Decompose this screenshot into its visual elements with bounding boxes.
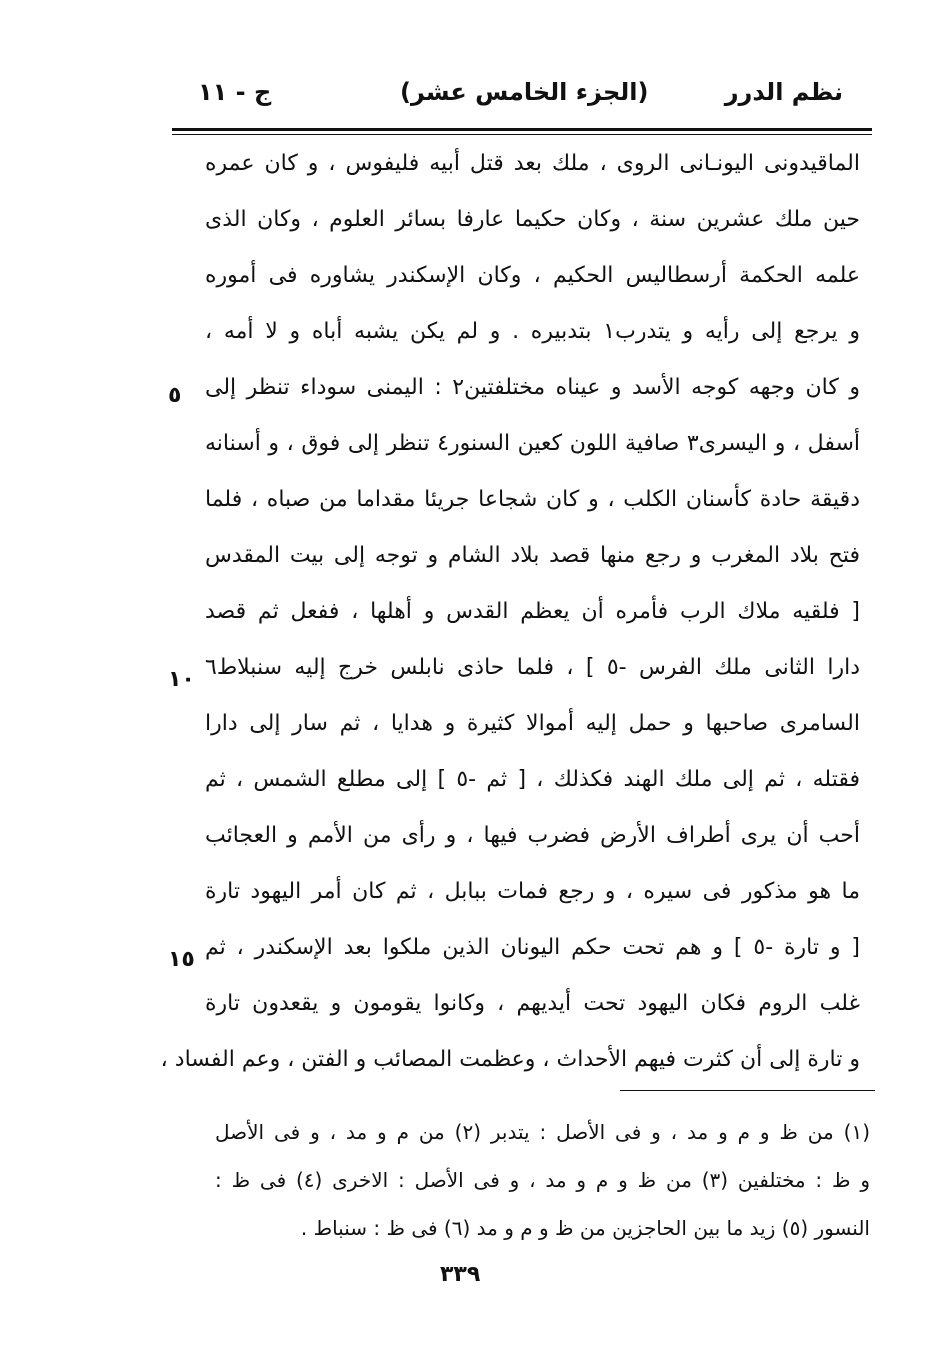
body-line: [ فلقيه ملاك الرب فأمره أن يعظم القدس و أهلها ، ففعل ثم قصد <box>205 599 860 624</box>
body-line: السامرى صاحبها و حمل إليه أموالا كثيرة و هدايا ، ثم سار إلى دارا <box>205 711 860 736</box>
body-line: و تارة إلى أن كثرت فيهم الأحداث ، وعظمت المصائب و الفتن ، وعم الفساد ، <box>160 1047 860 1072</box>
body-line: الماقيدونى اليونـانى الروى ، ملك بعد قتل أبيه فليفوس ، و كان عمره <box>205 151 860 176</box>
body-line: دارا الثانى ملك الفرس -٥ ] ، فلما حاذى نابلس خرج إليه سنبلاط٦ <box>205 655 860 680</box>
header-rule <box>172 128 872 131</box>
footnote-line: (١) من ظ و م و مد ، و فى الأصل : يتدبر (٢) من م و مد ، و فى الأصل <box>215 1120 870 1144</box>
footnote-line: النسور (٥) زيد ما بين الحاجزين من ظ و م و مد (٦) فى ظ : سنباط . <box>300 1216 870 1240</box>
footnote-separator <box>620 1090 875 1091</box>
line-number-5: ٥ <box>168 383 182 408</box>
body-line: فقتله ، ثم إلى ملك الهند فكذلك ، [ ثم -٥ ] إلى مطلع الشمس ، ثم <box>205 767 860 792</box>
body-line: دقيقة حادة كأسنان الكلب ، و كان شجاعا جريئا مقداما من صباه ، فلما <box>205 487 860 512</box>
body-line: فتح بلاد المغرب و رجع منها قصد بلاد الشام و توجه إلى بيت المقدس <box>205 543 860 568</box>
body-line: أسفل ، و اليسرى٣ صافية اللون كعين السنور٤ تنظر إلى فوق ، و أسنانه <box>205 431 861 456</box>
line-number-15: ١٥ <box>168 947 195 972</box>
header-rule-thin <box>172 134 872 135</box>
part-title: (الجزء الخامس عشر) <box>400 78 649 106</box>
body-line: [ و تارة -٥ ] و هم تحت حكم اليونان الذين ملكوا بعد الإسكندر ، ثم <box>205 935 860 960</box>
body-line: حين ملك عشرين سنة ، وكان حكيما عارفا بسائر العلوم ، وكان الذى <box>205 207 860 232</box>
footnote-line: و ظ : مختلفين (٣) من ظ و م و مد ، و فى الأصل : الاخرى (٤) فى ظ : <box>215 1168 870 1192</box>
body-line: و كان وجهه كوجه الأسد و عيناه مختلفتين٢ : اليمنى سوداء تنظر إلى <box>205 375 860 400</box>
body-line: ما هو مذكور فى سيره ، و رجع فمات ببابل ، ثم كان أمر اليهود تارة <box>205 879 860 904</box>
body-line: و يرجع إلى رأيه و يتدرب١ بتدبيره . و لم يكن يشبه أباه و لا أمه ، <box>205 319 860 344</box>
volume-label: ج - ١١ <box>198 78 272 106</box>
book-title: نظم الدرر <box>724 78 843 106</box>
body-line: أحب أن يرى أطراف الأرض فضرب فيها ، و رأى من الأمم و العجائب <box>205 823 860 848</box>
line-number-10: ١٠ <box>168 667 195 692</box>
body-line: غلب الروم فكان اليهود تحت أيديهم ، وكانوا يقومون و يقعدون تارة <box>205 991 860 1016</box>
body-line: علمه الحكمة أرسطاليس الحكيم ، وكان الإسكندر يشاوره فى أموره <box>205 263 860 288</box>
page-number: ٣٣٩ <box>440 1262 481 1287</box>
